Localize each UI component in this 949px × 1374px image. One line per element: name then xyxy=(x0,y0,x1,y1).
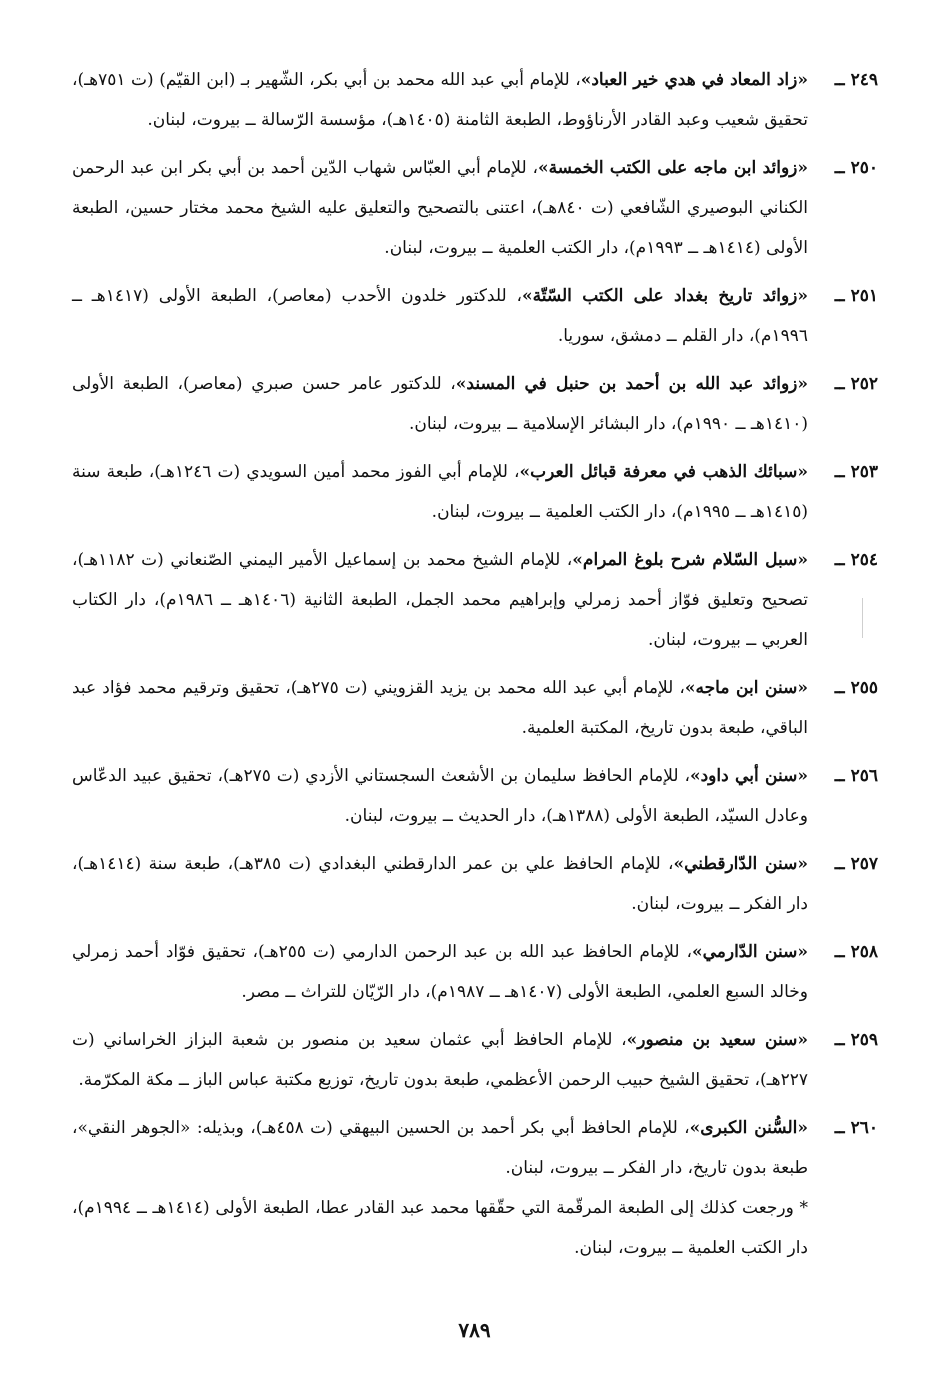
entry-text xyxy=(72,60,808,140)
entry-number: ٢٥٥ ــ xyxy=(834,678,878,698)
entry-number: ٢٥٨ ــ xyxy=(834,942,878,962)
entry-details: ، للإمام أبي عبد الله محمد بن أبي بكر، الشّهير بـ (ابن القيّم) (ت ٧٥١هـ)، تحقيق شعيب وعبد القادر الأرناؤوط، الطبعة الثامنة (١٤٠٥هـ)، مؤسسة الرّسالة ــ بيروت، لبنان. xyxy=(72,70,808,130)
bibliography-entry-258 xyxy=(72,932,878,1012)
entry-details: ، للدكتور عامر حسن صبري (معاصر)، الطبعة الأولى (١٤١٠هـ ــ ١٩٩٠م)، دار البشائر الإسلامية ــ بيروت، لبنان. xyxy=(72,374,808,434)
entry-details: ، للإمام الحافظ عبد الله بن عبد الرحمن الدارمي (ت ٢٥٥هـ)، تحقيق فوّاد أحمد زمرلي وخالد السبع العلمي، الطبعة الأولى (١٤٠٧هـ ــ ١٩٨٧م)، دار الرّيّان للتراث ــ مصر. xyxy=(72,942,808,1002)
bibliography-page xyxy=(72,60,878,1276)
entry-details: ، للإمام أبي العبّاس شهاب الدّين أحمد بن أبي بكر ابن عبد الرحمن الكناني البوصيري الشّافعي (ت ٨٤٠هـ)، اعتنى بالتصحيح والتعليق عليه الشيخ محمد مختار حسين، الطبعة الأولى (١٤١٤هـ ــ ١٩٩٣م)، دار الكتب العلمية ــ بيروت، لبنان. xyxy=(72,158,808,258)
entry-details: ، للإمام الحافظ سليمان بن الأشعث السجستاني الأزدي (ت ٢٧٥هـ)، تحقيق عبيد الدعّاس وعادل السيّد، الطبعة الأولى (١٣٨٨هـ)، دار الحديث ــ بيروت، لبنان. xyxy=(72,766,808,826)
entry-text xyxy=(72,756,808,836)
entry-details: ، للإمام الحافظ علي بن عمر الدارقطني البغدادي (ت ٣٨٥هـ)، طبعة سنة (١٤١٤هـ)، دار الفكر ــ بيروت، لبنان. xyxy=(72,854,808,914)
entry-note: * ورجعت كذلك إلى الطبعة المرقّمة التي حقّقها محمد عبد القادر عطا، الطبعة الأولى (١٤١٤هـ ــ ١٩٩٤م)، دار الكتب العلمية ــ بيروت، لبنان. xyxy=(72,1198,809,1258)
bibliography-entry-257 xyxy=(72,844,878,924)
entry-number: ٢٥٣ ــ xyxy=(834,462,878,482)
entry-text xyxy=(72,364,808,444)
entry-title: «سنن سعيد بن منصور» xyxy=(626,1030,808,1050)
entry-title: «سنن أبي داود» xyxy=(689,766,808,786)
entry-number: ٢٥٦ ــ xyxy=(834,766,878,786)
entry-text xyxy=(72,844,808,924)
bibliography-entry-259 xyxy=(72,1020,878,1100)
entry-number: ٢٥٢ ــ xyxy=(834,374,878,394)
entry-title: «زوائد ابن ماجه على الكتب الخمسة» xyxy=(537,158,808,178)
entry-title: «سبائك الذهب في معرفة قبائل العرب» xyxy=(519,462,808,482)
bibliography-entry-255 xyxy=(72,668,878,748)
bibliography-entry-251 xyxy=(72,276,878,356)
entry-text xyxy=(72,452,808,532)
bibliography-entry-249 xyxy=(72,60,878,140)
margin-mark xyxy=(862,598,863,638)
entry-title: «زوائد عبد الله بن أحمد بن حنبل في المسند» xyxy=(455,374,808,394)
bibliography-entry-254 xyxy=(72,540,878,660)
entry-title: «سنن الدّارقطني» xyxy=(673,854,808,874)
entry-text xyxy=(72,540,808,660)
entry-number: ٢٥٩ ــ xyxy=(834,1030,878,1050)
entry-text xyxy=(72,1108,808,1268)
entry-number: ٢٥٤ ــ xyxy=(834,550,878,570)
entry-text xyxy=(72,668,808,748)
entry-title: «سنن الدّارمي» xyxy=(691,942,808,962)
entry-details: ، للإمام أبي الفوز محمد أمين السويدي (ت ١٢٤٦هـ)، طبعة سنة (١٤١٥هـ ــ ١٩٩٥م)، دار الكتب العلمية ــ بيروت، لبنان. xyxy=(72,462,808,522)
entry-details: ، للإمام أبي عبد الله محمد بن يزيد القزويني (ت ٢٧٥هـ)، تحقيق وترقيم محمد فؤاد عبد الباقي، طبعة بدون تاريخ، المكتبة العلمية. xyxy=(72,678,808,738)
entry-text xyxy=(72,276,808,356)
entry-details: ، للإمام الشيخ محمد بن إسماعيل الأمير اليمني الصّنعاني (ت ١١٨٢هـ)، تصحيح وتعليق فوّاز أحمد زمرلي وإبراهيم محمد الجمل، الطبعة الثانية (١٤٠٦هـ ــ ١٩٨٦م)، دار الكتاب العربي ــ بيروت، لبنان. xyxy=(72,550,808,650)
bibliography-entry-252 xyxy=(72,364,878,444)
entry-title: «سنن ابن ماجه» xyxy=(684,678,808,698)
bibliography-entry-256 xyxy=(72,756,878,836)
entry-number: ٢٥٧ ــ xyxy=(834,854,878,874)
bibliography-entry-260 xyxy=(72,1108,878,1268)
entry-title: «سبل السّلام شرح بلوغ المرام» xyxy=(572,550,808,570)
page-number: ٧٨٩ xyxy=(458,1318,491,1342)
entry-number: ٢٥٠ ــ xyxy=(834,158,878,178)
entry-details: ، للدكتور خلدون الأحدب (معاصر)، الطبعة الأولى (١٤١٧هـ ــ ١٩٩٦م)، دار القلم ــ دمشق، سوريا. xyxy=(72,286,808,346)
entry-details: ، للإمام الحافظ أبي عثمان سعيد بن منصور بن شعبة البزاز الخراساني (ت ٢٢٧هـ)، تحقيق الشيخ حبيب الرحمن الأعظمي، طبعة بدون تاريخ، توزيع مكتبة عباس الباز ــ مكة المكرّمة. xyxy=(72,1030,808,1090)
entry-text xyxy=(72,932,808,1012)
entry-details: ، للإمام الحافظ أبي بكر أحمد بن الحسين البيهقي (ت ٤٥٨هـ)، وبذيله: «الجوهر النقي»، طبعة بدون تاريخ، دار الفكر ــ بيروت، لبنان. xyxy=(72,1118,808,1178)
bibliography-entry-250 xyxy=(72,148,878,268)
entry-text xyxy=(72,1020,808,1100)
entry-title: «السُّنن الكبرى» xyxy=(689,1118,809,1138)
entry-number: ٢٦٠ ــ xyxy=(834,1118,878,1138)
bibliography-entry-253 xyxy=(72,452,878,532)
entry-text xyxy=(72,148,808,268)
entry-title: «زوائد تاريخ بغداد على الكتب السّتّة» xyxy=(521,286,809,306)
entry-number: ٢٥١ ــ xyxy=(834,286,878,306)
entry-title: «زاد المعاد في هدي خير العباد» xyxy=(580,70,808,90)
entry-number: ٢٤٩ ــ xyxy=(834,70,878,90)
